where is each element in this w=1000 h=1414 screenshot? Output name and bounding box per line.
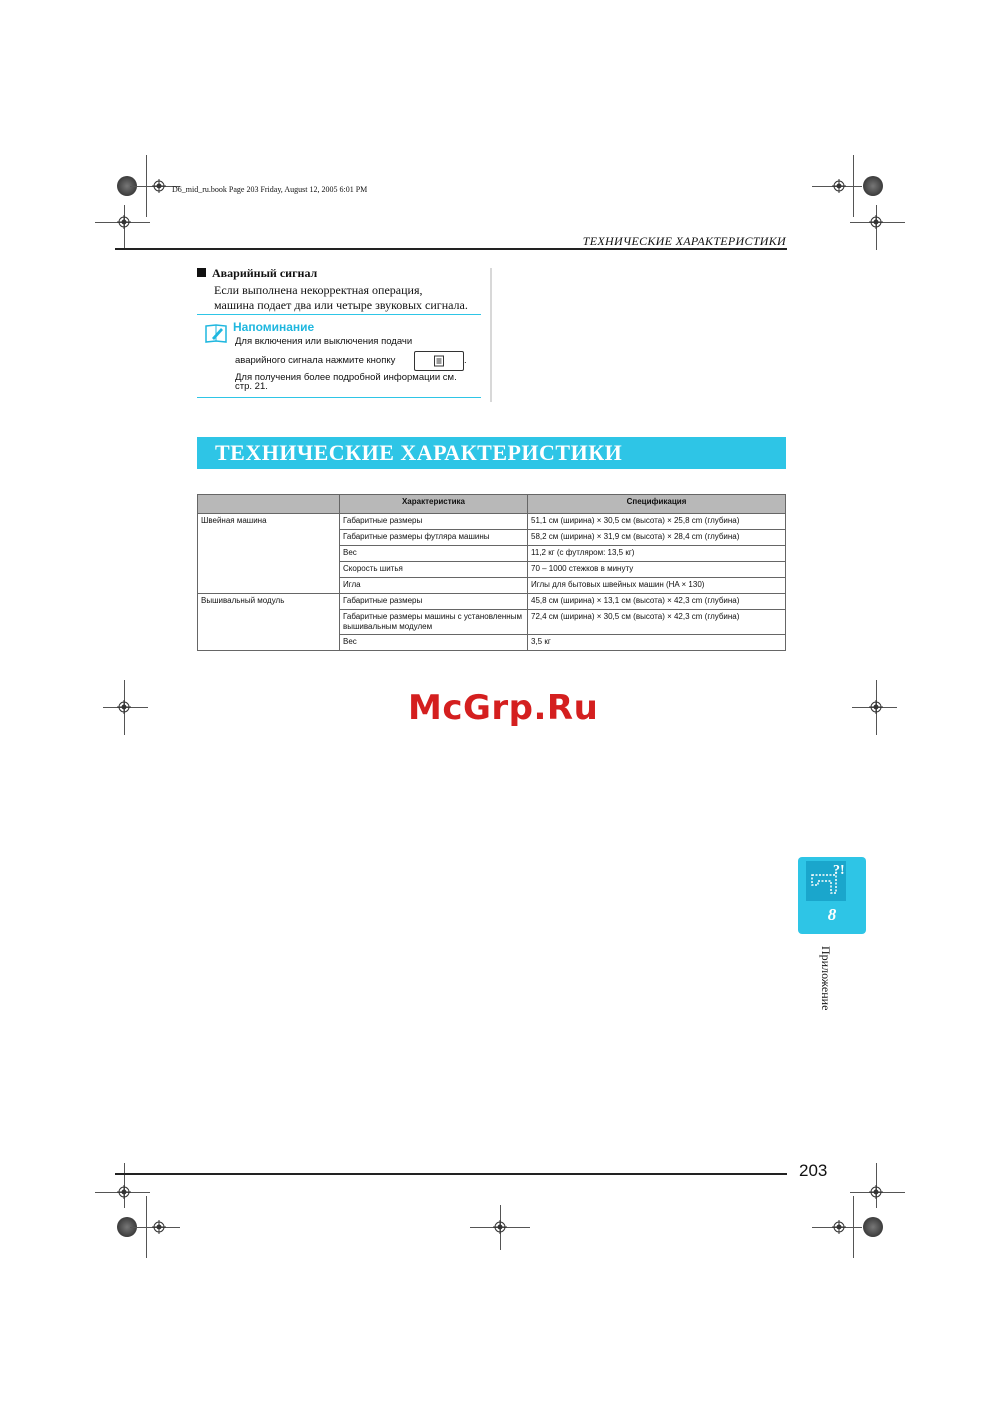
registration-dot [863, 1217, 883, 1237]
running-head: ТЕХНИЧЕСКИЕ ХАРАКТЕРИСТИКИ [582, 234, 786, 248]
memo-line: Для получения более подробной информации см. [235, 372, 457, 383]
alarm-line: Если выполнена некорректная операция, [214, 283, 423, 297]
table-header-cell: Характеристика [340, 495, 528, 514]
spec-table [197, 494, 786, 651]
registration-target-icon [832, 179, 846, 193]
table-cell: 3,5 кг [528, 635, 786, 651]
settings-key-button[interactable] [414, 351, 464, 371]
registration-target-icon [117, 1185, 131, 1199]
group-cell: Швейная машина [198, 514, 340, 594]
memo-top-rule [197, 314, 481, 315]
page-number: 203 [799, 1161, 828, 1180]
registration-target-icon [117, 215, 131, 229]
memo-line: стр. 21. [235, 381, 268, 392]
table-cell: 58,2 см (ширина) × 31,9 см (высота) × 28,4 cm (глубина) [528, 530, 786, 546]
table-cell: 70 – 1000 стежков в минуту [528, 562, 786, 578]
table-cell: Вес [340, 546, 528, 562]
section-banner [197, 437, 786, 469]
watermark: McGrp.Ru [408, 688, 599, 728]
registration-target-icon [117, 700, 131, 714]
registration-target-icon [493, 1220, 507, 1234]
table-cell: Иглы для бытовых швейных машин (HA × 130) [528, 578, 786, 594]
alarm-description [214, 283, 489, 313]
chapter-label: Приложение [819, 946, 833, 1011]
table-header-cell [198, 495, 340, 514]
table-cell: 11,2 кг (с футляром: 13,5 кг) [528, 546, 786, 562]
registration-target-icon [152, 1220, 166, 1234]
memo-line-end: . [464, 355, 467, 366]
footer-rule [115, 1173, 787, 1175]
alarm-heading [197, 266, 317, 281]
sewing-machine-question-icon [806, 861, 846, 901]
table-row [198, 514, 786, 530]
registration-target-icon [869, 700, 883, 714]
table-cell: 51,1 см (ширина) × 30,5 см (высота) × 25,8 cm (глубина) [528, 514, 786, 530]
table-cell: Габаритные размеры [340, 514, 528, 530]
section-title: ТЕХНИЧЕСКИЕ ХАРАКТЕРИСТИКИ [215, 440, 623, 465]
table-cell: 72,4 см (ширина) × 30,5 см (высота) × 42,3 cm (глубина) [528, 610, 786, 635]
table-cell: Игла [340, 578, 528, 594]
registration-target-icon [832, 1220, 846, 1234]
settings-page-icon [433, 355, 445, 367]
table-cell: 45,8 см (ширина) × 13,1 см (высота) × 42,3 cm (глубина) [528, 594, 786, 610]
alarm-line: машина подает два или четыре звуковых сигнала. [214, 298, 468, 312]
registration-target-icon [869, 1185, 883, 1199]
square-bullet-icon [197, 268, 206, 277]
memo-line: аварийного сигнала нажмите кнопку [235, 355, 396, 366]
registration-target-icon [869, 215, 883, 229]
table-cell: Скорость шитья [340, 562, 528, 578]
registration-dot [863, 176, 883, 196]
memo-bottom-rule [197, 397, 481, 398]
chapter-tab[interactable] [798, 857, 866, 934]
table-header-cell: Спецификация [528, 495, 786, 514]
table-cell: Габаритные размеры [340, 594, 528, 610]
memo-line: Для включения или выключения подачи [235, 336, 413, 347]
header-rule [115, 248, 787, 250]
memo-title: Напоминание [233, 320, 315, 334]
file-info: D6_mid_ru.book Page 203 Friday, August 12, 2005 6:01 PM [172, 185, 368, 194]
table-cell: Вес [340, 635, 528, 651]
table-cell: Габаритные размеры футляра машины [340, 530, 528, 546]
svg-text:?!: ?! [833, 863, 845, 878]
group-cell: Вышивальный модуль [198, 594, 340, 651]
table-header-row [198, 495, 786, 514]
alarm-heading-text: Аварийный сигнал [212, 266, 318, 280]
column-divider [490, 268, 492, 402]
registration-target-icon [152, 179, 166, 193]
chapter-number: 8 [827, 905, 837, 924]
table-row [198, 594, 786, 610]
table-cell: Габаритные размеры машины с установленным вышивальным модулем [340, 610, 528, 635]
pencil-note-icon [204, 322, 228, 344]
